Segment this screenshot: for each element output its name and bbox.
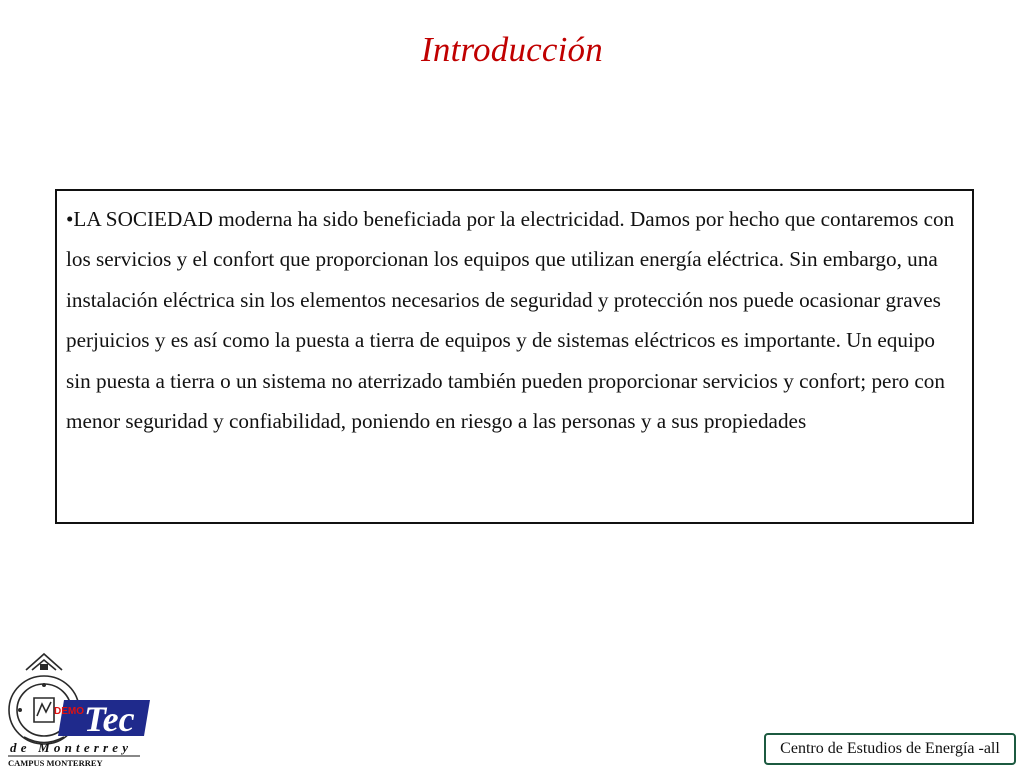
tec-de-monterrey-seal-icon xyxy=(4,652,154,768)
logo-subtitle: de Monterrey xyxy=(10,740,133,755)
logo-name: Tec xyxy=(84,699,135,739)
logo-watermark: DEMO xyxy=(54,706,84,717)
content-box xyxy=(55,189,974,524)
footer-label: Centro de Estudios de Energía -all xyxy=(780,740,1000,757)
content-paragraph: •LA SOCIEDAD moderna ha sido beneficiada por la electricidad. Damos por hecho que contaremos con los servicios y el confort que proporcionan los equipos que utilizan energía eléctrica. Sin embargo, una instalación eléctrica sin los elementos necesarios de seguridad y protección nos puede ocasionar graves perjuicios y es así como la puesta a tierra de equipos y de sistemas eléctricos es importante. Un equipo sin puesta a tierra o un sistema no aterrizado también pueden proporcionar servicios y confort; pero con menor seguridad y confiabilidad, poniendo en riesgo a las personas y a sus propiedades xyxy=(66,207,955,434)
slide-title: Introducción xyxy=(421,30,603,69)
logo-campus: CAMPUS MONTERREY xyxy=(8,758,103,768)
tec-logo xyxy=(4,652,154,768)
footer-label-box xyxy=(764,733,1016,765)
